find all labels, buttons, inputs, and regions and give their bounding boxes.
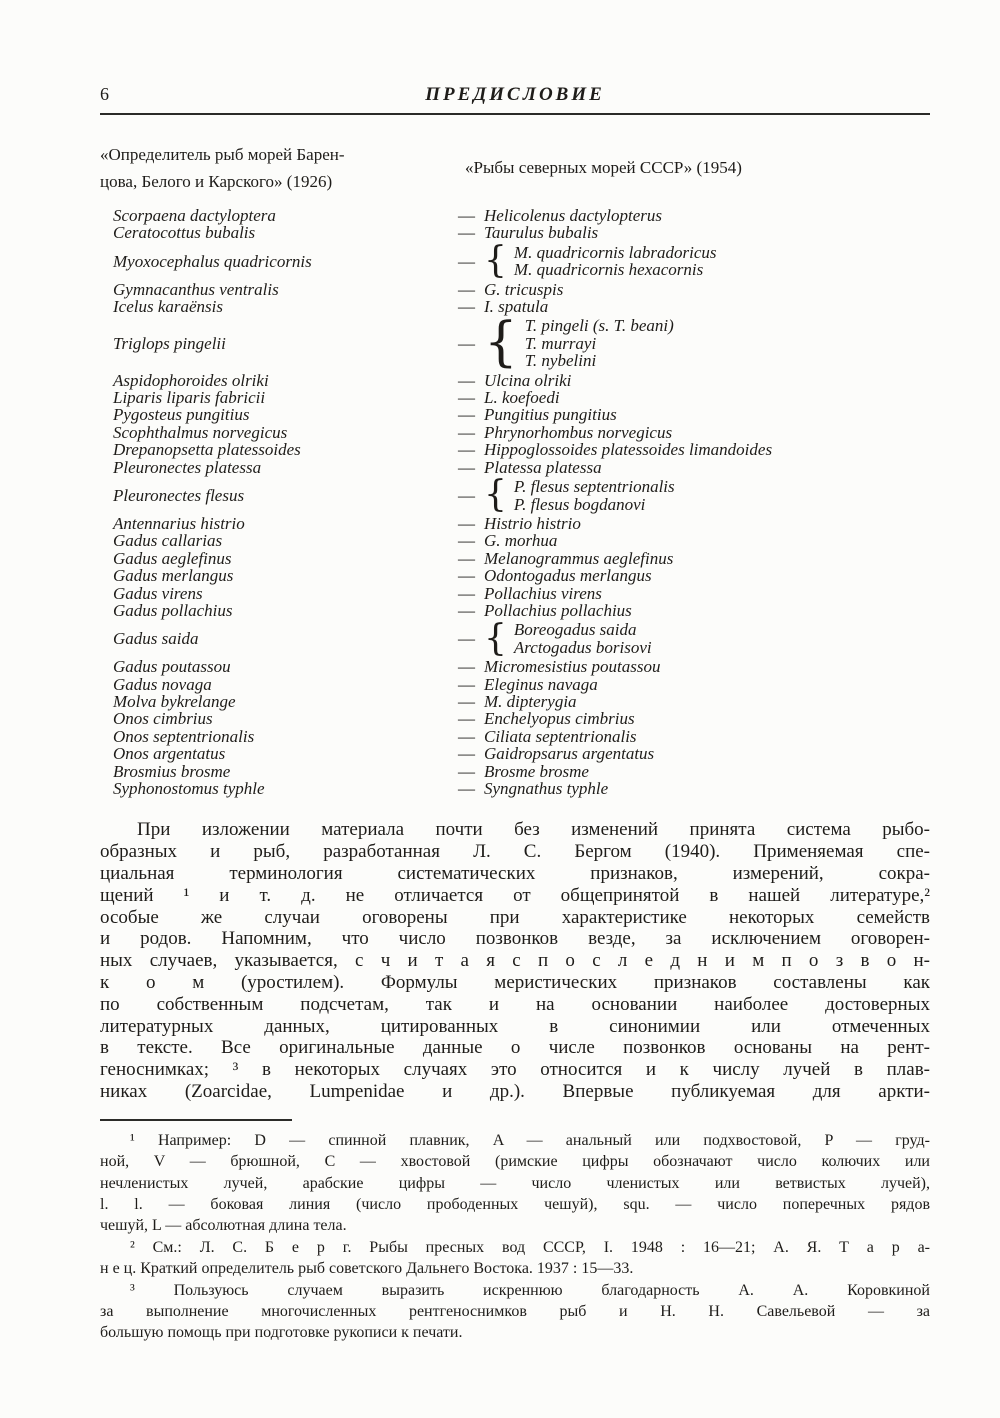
- species-new-name: G. morhua: [484, 531, 558, 551]
- species-new-name: Arctogadus borisovi: [513, 637, 652, 657]
- equals-dash: —: [458, 457, 475, 477]
- species-row: [113, 281, 930, 298]
- species-comparison-list: [113, 207, 930, 797]
- species-new-name: T. murrayi: [524, 333, 597, 353]
- species-row: [113, 676, 930, 693]
- equals-dash: —: [458, 223, 475, 243]
- species-row: [113, 745, 930, 762]
- left-brace: {: [484, 474, 507, 516]
- footnote-line: чешуй, L — абсолютная длина тела.: [100, 1217, 347, 1235]
- species-old-name: Onos cimbrius: [113, 709, 213, 729]
- species-row: [113, 710, 930, 727]
- left-column-title-line2: цова, Белого и Карского» (1926): [100, 172, 333, 191]
- species-row: [113, 459, 930, 476]
- left-column-title: [100, 141, 465, 195]
- species-new-name: Pollachius virens: [484, 583, 602, 603]
- species-new-name: Ciliata septentrionalis: [484, 726, 637, 746]
- species-row: [113, 780, 930, 797]
- species-old-name: Gadus novaga: [113, 674, 212, 694]
- equals-dash: —: [458, 657, 475, 677]
- species-row: [113, 585, 930, 602]
- species-new-name: Ulcina olriki: [484, 370, 572, 390]
- equals-dash: —: [458, 726, 475, 746]
- species-old-name: Gadus saida: [113, 629, 199, 649]
- footnote-line: нечленистых лучей, арабские цифры — число членистых или ветвистых лучей),: [100, 1174, 930, 1192]
- species-row-group: [113, 474, 930, 516]
- footnote-line: за выполнение многочисленных рентгеноснимков рыб и Н. Н. Савельевой — за: [100, 1303, 930, 1321]
- paragraph-line: щений ¹ и т. д. не отличается от общепринятой в нашей литературе,²: [100, 884, 930, 906]
- species-old-name: Syphonostomus typhle: [113, 779, 265, 798]
- paragraph-line: литературных данных, цитированных в синонимии или отмеченных: [100, 1015, 930, 1037]
- footnote-line: l. l. — боковая линия (число прободенных чешуй), squ. — число поперечных рядов: [100, 1195, 930, 1213]
- species-new-name: Helicolenus dactylopterus: [484, 206, 662, 225]
- footnote-line: большую помощь при подготовке рукописи к печати.: [100, 1324, 463, 1342]
- species-row: [113, 406, 930, 423]
- species-new-name: M. quadricornis hexacornis: [513, 260, 704, 280]
- footnote-line: ¹ Например: D — спинной плавник, A — анальный или подхвостовой, P — груд-: [130, 1131, 930, 1149]
- species-row: [113, 441, 930, 458]
- paragraph-line: геноснимках; ³ в некоторых случаях это относится и к числу лучей в плав-: [100, 1059, 930, 1081]
- species-new-name: Histrio histrio: [484, 513, 581, 533]
- species-old-name: Gadus virens: [113, 583, 203, 603]
- equals-dash: —: [458, 531, 475, 551]
- species-old-name: Liparis liparis fabricii: [113, 388, 266, 408]
- species-old-name: Antennarius histrio: [113, 513, 245, 533]
- species-new-name: Hippoglossoides platessoides limandoides: [484, 440, 773, 460]
- paragraph-line: к о м (уростилем). Формулы меристических признаков составлены как: [100, 971, 930, 993]
- equals-dash: —: [458, 600, 475, 620]
- right-column-title: «Рыбы северных морей СССР» (1954): [465, 158, 742, 177]
- species-old-name: Gymnacanthus ventralis: [113, 279, 279, 299]
- paragraph-line: циальная терминология систематических признаков, измерений, сокра-: [100, 863, 930, 884]
- paragraph-line: в тексте. Все оригинальные данные о числе позвонков основаны на рент-: [100, 1037, 930, 1059]
- species-old-name: Gadus poutassou: [113, 657, 231, 677]
- species-row: [113, 602, 930, 619]
- species-new-name: Pungitius pungitius: [484, 405, 617, 425]
- equals-dash: —: [458, 333, 475, 353]
- equals-dash: —: [458, 422, 475, 442]
- species-new-name: Syngnathus typhle: [484, 779, 609, 798]
- species-row: [113, 550, 930, 567]
- equals-dash: —: [458, 405, 475, 425]
- species-row: [113, 515, 930, 532]
- equals-dash: —: [458, 440, 475, 460]
- species-old-name: Gadus merlangus: [113, 566, 234, 586]
- comparison-headers: [100, 141, 930, 195]
- species-old-name: Drepanopsetta platessoides: [113, 440, 301, 460]
- left-brace: {: [484, 617, 507, 659]
- species-new-name: Micromesistius poutassou: [484, 657, 661, 677]
- footnote-line: н е ц. Краткий определитель рыб советского Дальнего Востока. 1937 : 15—33.: [100, 1260, 634, 1278]
- species-old-name: Molva bykrelange: [113, 691, 236, 711]
- species-old-name: Pleuronectes flesus: [113, 485, 245, 505]
- species-old-name: Gadus callarias: [113, 531, 223, 551]
- species-new-name: L. koefoedi: [484, 388, 560, 408]
- species-old-name: Triglops pingelii: [113, 333, 226, 353]
- page-number: 6: [100, 84, 109, 104]
- species-new-name: Melanogrammus aeglefinus: [484, 548, 674, 568]
- species-row-group: [113, 240, 930, 282]
- species-new-name: Platessa platessa: [484, 457, 602, 477]
- species-row: [113, 372, 930, 389]
- species-row: [113, 728, 930, 745]
- footnote-line: ной, V — брюшной, C — хвостовой (римские цифры обозначают число колючих или: [100, 1153, 930, 1171]
- equals-dash: —: [458, 297, 475, 317]
- footnote-line: ³ Пользуюсь случаем выразить искреннюю благодарность А. А. Коровкиной: [130, 1281, 930, 1299]
- species-new-name: Odontogadus merlangus: [484, 566, 652, 586]
- equals-dash: —: [458, 279, 475, 299]
- species-old-name: Gadus pollachius: [113, 600, 233, 620]
- footnote-separator-rule: [100, 1119, 292, 1121]
- equals-dash: —: [458, 251, 475, 271]
- footnote-2: [100, 1237, 930, 1280]
- species-row: [113, 298, 930, 315]
- left-brace: {: [484, 312, 518, 374]
- species-new-name: M. quadricornis labradoricus: [513, 242, 717, 262]
- equals-dash: —: [458, 779, 475, 798]
- species-new-name: Brosme brosme: [484, 761, 589, 781]
- paragraph-line: При изложении материала почти без изменений принята система рыбо-: [137, 819, 930, 841]
- species-row: [113, 389, 930, 406]
- species-old-name: Ceratocottus bubalis: [113, 223, 256, 243]
- species-old-name: Scophthalmus norvegicus: [113, 422, 288, 442]
- species-new-name: T. pingeli (s. T. beani): [524, 316, 674, 336]
- species-new-name: M. dipterygia: [484, 691, 577, 711]
- species-new-name: Enchelyopus cimbrius: [484, 709, 635, 729]
- equals-dash: —: [458, 583, 475, 603]
- species-old-name: Pygosteus pungitius: [113, 405, 250, 425]
- equals-dash: —: [458, 548, 475, 568]
- paragraph-line: образных и рыб, разработанная Л. С. Бергом (1940). Применяемая спе-: [100, 841, 930, 863]
- species-new-name: Pollachius pollachius: [484, 600, 632, 620]
- left-column-title-line1: «Определитель рыб морей Барен-: [100, 145, 345, 164]
- equals-dash: —: [458, 370, 475, 390]
- species-new-name: Taurulus bubalis: [484, 223, 599, 243]
- species-row: [113, 224, 930, 241]
- species-new-name: P. flesus bogdanovi: [513, 494, 646, 514]
- species-new-name: T. nybelini: [524, 351, 597, 371]
- footnote-line: ² См.: Л. С. Б е р г. Рыбы пресных вод СССР, I. 1948 : 16—21; А. Я. Т а р а-: [130, 1238, 930, 1256]
- footnote-1: [100, 1130, 930, 1237]
- species-new-name: Gaidropsarus argentatus: [484, 744, 655, 764]
- species-old-name: Pleuronectes platessa: [113, 457, 262, 477]
- footnotes: [100, 1130, 930, 1344]
- species-new-name: Eleginus navaga: [484, 674, 598, 694]
- species-old-name: Onos septentrionalis: [113, 726, 255, 746]
- equals-dash: —: [458, 566, 475, 586]
- species-old-name: Myoxocephalus quadricornis: [113, 251, 312, 271]
- species-row: [113, 567, 930, 584]
- equals-dash: —: [458, 388, 475, 408]
- paragraph-line: ных случаев, указывается, с ч и т а я с п о с л е д н и м п о з в о н-: [100, 950, 930, 972]
- species-new-name: P. flesus septentrionalis: [513, 477, 675, 497]
- species-row: [113, 424, 930, 441]
- equals-dash: —: [458, 485, 475, 505]
- species-row: [113, 207, 930, 224]
- species-row-group: [113, 617, 930, 659]
- equals-dash: —: [458, 513, 475, 533]
- page-header: [100, 84, 930, 106]
- species-row: [113, 532, 930, 549]
- species-old-name: Gadus aeglefinus: [113, 548, 232, 568]
- equals-dash: —: [458, 206, 475, 225]
- species-new-name: Phrynorhombus norvegicus: [484, 422, 673, 442]
- paragraph-line: никах (Zoarcidae, Lumpenidae и др.). Впервые публикуемая для аркти-: [100, 1080, 930, 1102]
- equals-dash: —: [458, 761, 475, 781]
- header-rule: [100, 113, 930, 115]
- paragraph-line: по собственным подсчетам, так и на основании наиболее достоверных: [100, 993, 930, 1015]
- footnote-3: [100, 1280, 930, 1344]
- running-title: ПРЕДИСЛОВИЕ: [425, 84, 605, 105]
- preface-paragraph: [100, 819, 930, 1102]
- species-old-name: Onos argentatus: [113, 744, 226, 764]
- species-row-group: [113, 312, 930, 374]
- species-new-name: I. spatula: [484, 297, 549, 317]
- species-row: [113, 658, 930, 675]
- equals-dash: —: [458, 691, 475, 711]
- equals-dash: —: [458, 709, 475, 729]
- species-new-name: Boreogadus saida: [513, 620, 637, 640]
- left-brace: {: [484, 240, 507, 282]
- species-old-name: Brosmius brosme: [113, 761, 231, 781]
- species-new-name: G. tricuspis: [484, 279, 564, 299]
- equals-dash: —: [458, 744, 475, 764]
- equals-dash: —: [458, 629, 475, 649]
- paragraph-line: особые же случаи оговорены при характеристике некоторых семейств: [100, 906, 930, 928]
- species-old-name: Icelus karaënsis: [113, 297, 224, 317]
- paragraph-line: и родов. Напомним, что число позвонков везде, за исключением оговорен-: [100, 928, 930, 950]
- species-old-name: Scorpaena dactyloptera: [113, 206, 276, 225]
- species-row: [113, 763, 930, 780]
- species-old-name: Aspidophoroides olriki: [113, 370, 269, 390]
- species-row: [113, 693, 930, 710]
- equals-dash: —: [458, 674, 475, 694]
